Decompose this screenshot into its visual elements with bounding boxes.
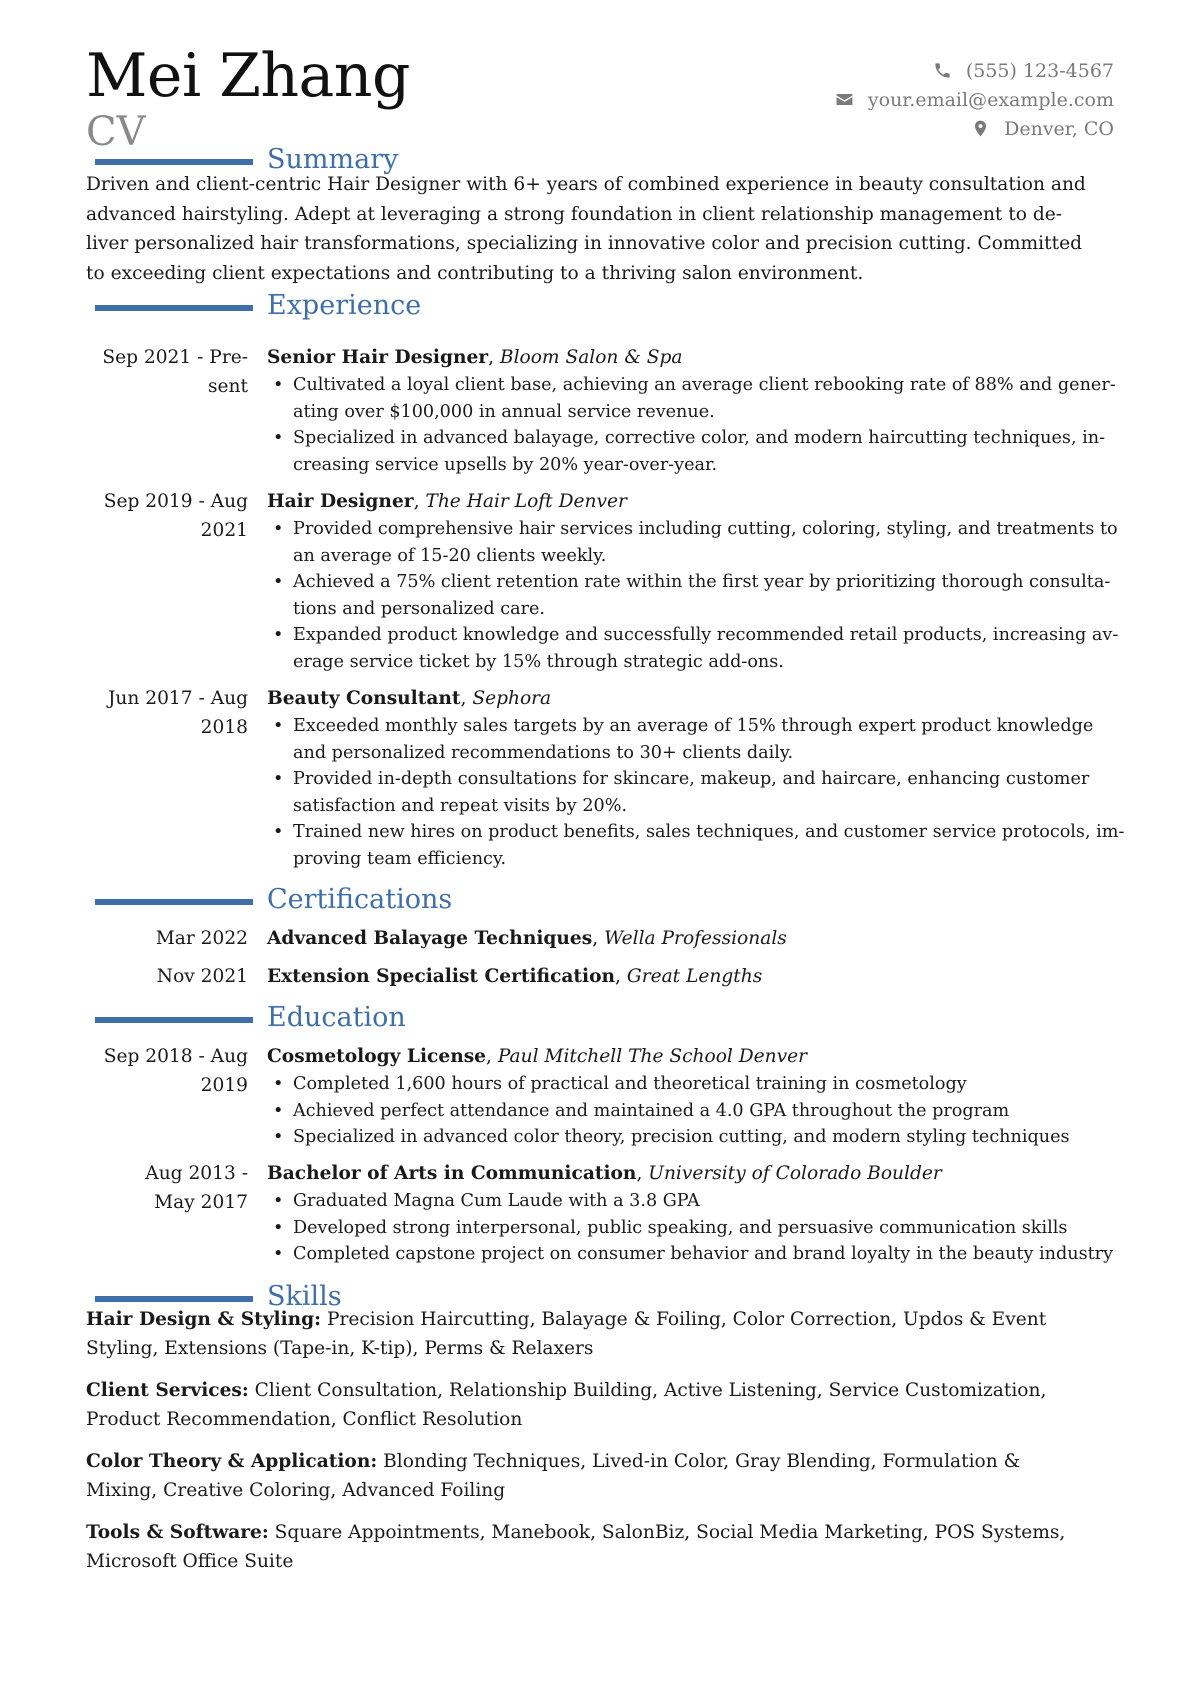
section-education-heading [95,1000,406,1034]
issuer: Great Lengths [626,966,763,987]
skill-label: Tools & Software: [86,1522,269,1543]
section-experience-heading [95,288,421,322]
job-title: Senior Hair Designer [267,347,489,368]
section-certifications-heading [95,882,452,916]
entry-heading: Senior Hair Designer, Bloom Salon & Spa [267,347,683,368]
skill-list: Precision Haircutting, Balayage & Foiling, Color Correction, Updos & Event [326,1309,1047,1330]
entry-date: Jun 2017 - Aug 2018 [107,688,248,738]
list-item: • Cultivated a loyal client base, achieving an average client rebooking rate of 88% and gener- ating over $100,000 in annual service revenue. [267,372,1127,425]
location-text: Denver, CO [1004,117,1114,140]
contact-email[interactable] [835,85,1114,114]
skill-list: Microsoft Office Suite [86,1551,294,1572]
section-title: Certifications [267,883,453,915]
list-item: • Achieved a 75% client retention rate within the first year by prioritizing thorough consulta- tions and personalized care. [267,569,1127,622]
skill-label: Client Services: [86,1380,249,1401]
employer: Sephora [472,688,552,709]
list-item: • Specialized in advanced balayage, corrective color, and modern haircutting techniques, in- creasing service upsells by 20% year-over-year. [267,425,1127,478]
list-item: • Completed 1,600 hours of practical and theoretical training in cosmetology [267,1071,1127,1098]
skill-label: Color Theory & Application: [86,1451,378,1472]
institution: Paul Mitchell The School Denver [497,1046,808,1067]
section-accent-bar [95,899,253,905]
entry-heading: Hair Designer, The Hair Loft Denver [267,491,627,512]
section-accent-bar [95,1296,253,1302]
section-title: Education [267,1001,406,1033]
phone-text: (555) 123-4567 [965,59,1114,82]
list-item: • Provided comprehensive hair services including cutting, coloring, styling, and treatments to an average of 15-20 clients weekly. [267,516,1127,569]
degree-title: Bachelor of Arts in Communication [267,1163,637,1184]
entry-date: Aug 2013 - May 2017 [145,1163,248,1213]
employer: The Hair Loft Denver [425,491,627,512]
entry-heading: Beauty Consultant, Sephora [267,688,552,709]
skill-list: Blonding Techniques, Lived-in Color, Gray Blending, Formulation & [383,1451,1021,1472]
list-item: • Developed strong interpersonal, public speaking, and persuasive communication skills [267,1215,1127,1242]
skill-list: Client Consultation, Relationship Building, Active Listening, Service Customization, [254,1380,1047,1401]
section-accent-bar [95,159,253,165]
entry-date: Nov 2021 [156,966,248,987]
section-title: Skills [267,1280,342,1312]
skill-list: Product Recommendation, Conflict Resolution [86,1409,523,1430]
skill-group [86,1518,1126,1576]
contact-block [835,56,1114,143]
contact-location [835,114,1114,143]
list-item: • Achieved perfect attendance and maintained a 4.0 GPA throughout the program [267,1098,1127,1125]
job-title: Hair Designer [267,491,414,512]
list-item: • Expanded product knowledge and successfully recommended retail products, increasing av- erage service ticket by 15% through strategic add-ons. [267,622,1127,675]
list-item: • Provided in-depth consultations for skincare, makeup, and haircare, enhancing customer satisfaction and repeat visits by 20%. [267,766,1127,819]
entry-date: Sep 2021 - Pre- sent [102,347,248,397]
envelope-icon [835,90,854,109]
candidate-name: Mei Zhang [86,41,410,111]
skill-group [86,1376,1126,1434]
summary-line: liver personalized hair transformations, specializing in innovative color and precision cutting. Committed [86,233,1082,254]
section-title: Experience [267,289,422,321]
skill-label: Hair Design & Styling: [86,1309,322,1330]
section-accent-bar [95,1017,253,1023]
email-text: your.email@example.com [867,88,1114,111]
entry-date: Mar 2022 [155,928,248,949]
summary-line: to exceeding client expectations and contributing to a thriving salon environment. [86,262,864,284]
map-pin-icon [971,119,990,138]
list-item: • Graduated Magna Cum Laude with a 3.8 GPA [267,1188,1127,1215]
contact-phone[interactable] [835,56,1114,85]
entry-heading: Advanced Balayage Techniques, Wella Professionals [267,928,787,949]
job-title: Beauty Consultant [267,688,461,709]
phone-icon [933,61,952,80]
list-item: • Trained new hires on product benefits, sales techniques, and customer service protocols, im- proving team efficiency. [267,819,1127,872]
entry-heading: Bachelor of Arts in Communication, University of Colorado Boulder [267,1163,942,1184]
list-item: • Specialized in advanced color theory, precision cutting, and modern styling techniques [267,1124,1127,1151]
entry-date: Sep 2019 - Aug 2021 [103,491,248,541]
entry-date: Sep 2018 - Aug 2019 [103,1046,248,1096]
list-item: • Completed capstone project on consumer behavior and brand loyalty in the beauty industry [267,1241,1127,1268]
summary-line: Driven and client-centric Hair Designer with 6+ years of combined experience in beauty consultation and [86,174,1086,195]
skill-list: Mixing, Creative Coloring, Advanced Foiling [86,1480,506,1501]
issuer: Wella Professionals [604,928,787,949]
entry-heading: Extension Specialist Certification, Great Lengths [267,966,763,987]
skill-list: Styling, Extensions (Tape-in, K-tip), Perms & Relaxers [86,1338,594,1359]
list-item: • Exceeded monthly sales targets by an average of 15% through expert product knowledge and personalized recommendations to 30+ clients daily. [267,713,1127,766]
skill-group [86,1305,1126,1363]
section-title: Summary [267,143,399,175]
certification-title: Advanced Balayage Techniques [267,928,593,949]
section-accent-bar [95,305,253,311]
certification-title: Extension Specialist Certification [267,966,616,987]
employer: Bloom Salon & Spa [499,347,683,368]
degree-title: Cosmetology License [267,1046,487,1067]
summary-line: advanced hairstyling. Adept at leveraging a strong foundation in client relationship management to de- [86,203,1063,225]
institution: University of Colorado Boulder [648,1163,942,1184]
skill-list: Square Appointments, Manebook, SalonBiz, Social Media Marketing, POS Systems, [274,1522,1066,1543]
entry-heading: Cosmetology License, Paul Mitchell The School Denver [267,1046,808,1067]
summary-text [86,170,1116,288]
skill-group [86,1447,1126,1505]
document-subtitle: CV [86,109,146,155]
